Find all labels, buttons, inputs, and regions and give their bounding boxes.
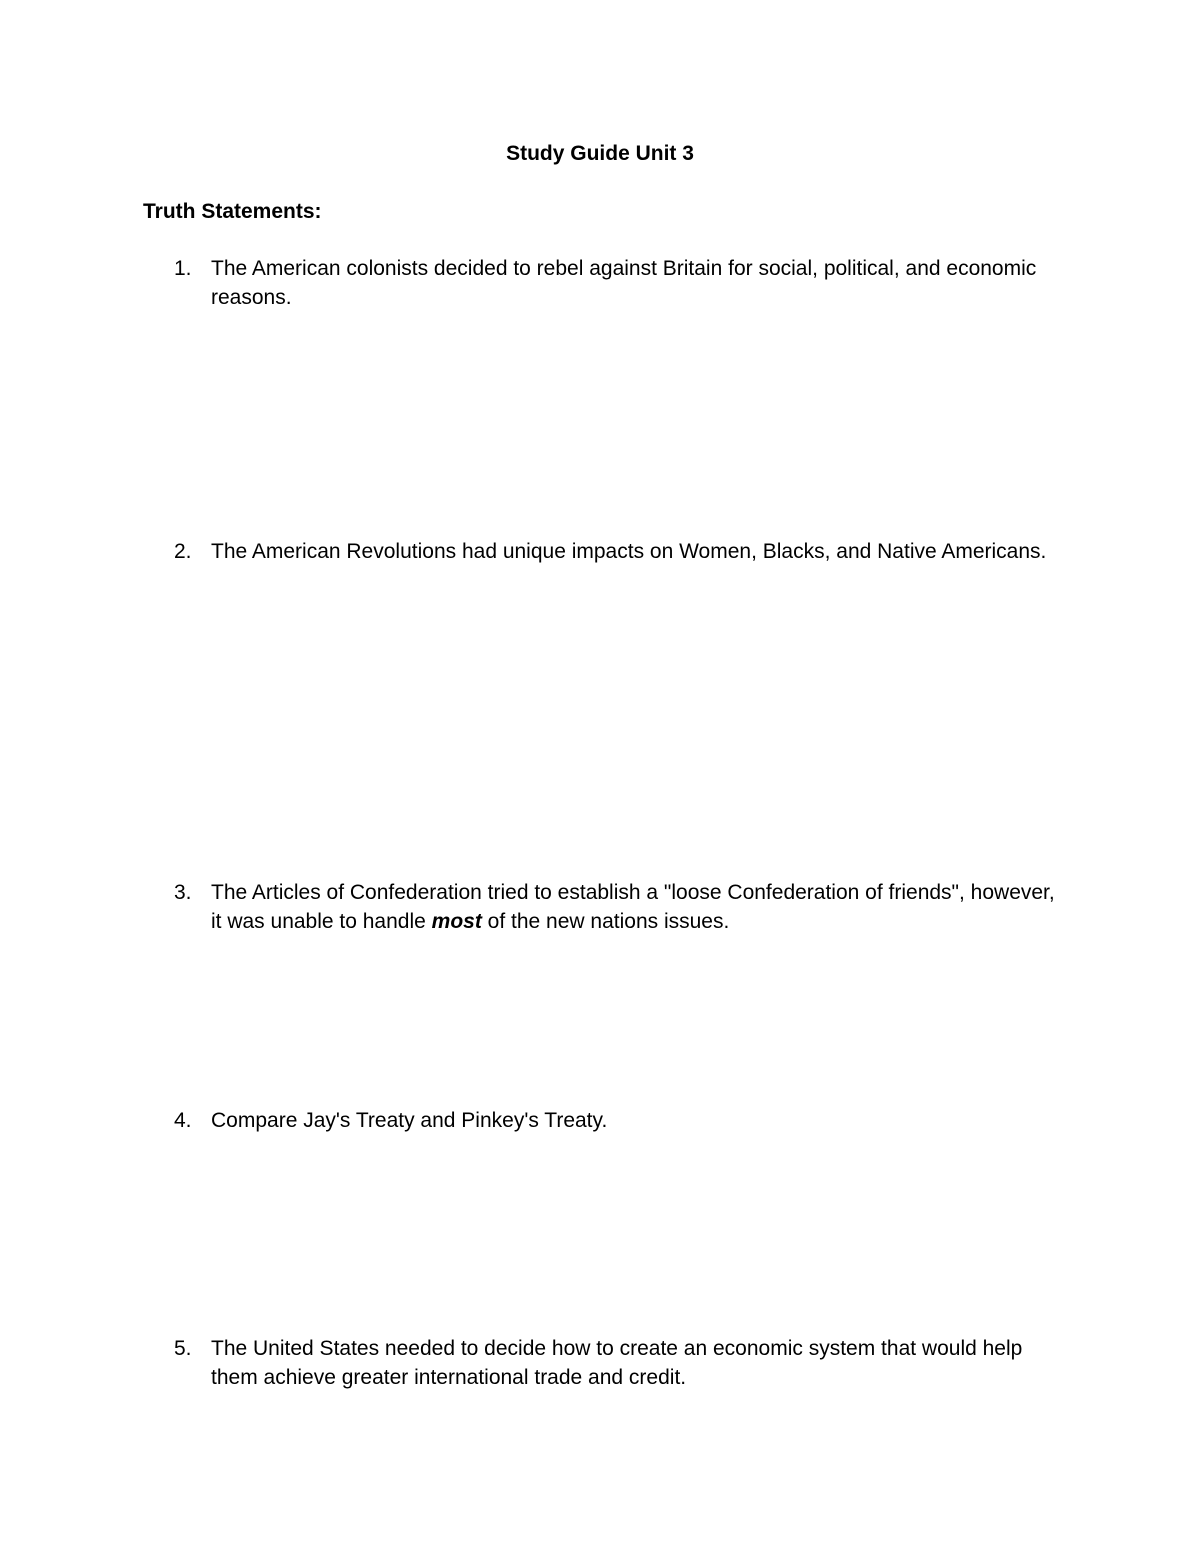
list-item bbox=[174, 538, 1074, 567]
item-text-before: The Articles of Confederation tried to establish a "loose Confederation of friends", however, it was unable to handle bbox=[211, 881, 1055, 933]
item-number: 2. bbox=[174, 540, 192, 563]
item-text-after: of the new nations issues. bbox=[481, 909, 730, 933]
list-item bbox=[174, 1335, 1074, 1392]
item-text: Compare Jay's Treaty and Pinkey's Treaty. bbox=[211, 1109, 608, 1132]
item-text bbox=[211, 879, 1071, 936]
list-item bbox=[174, 879, 1074, 936]
page-title: Study Guide Unit 3 bbox=[506, 142, 694, 165]
list-item bbox=[174, 1107, 1074, 1136]
item-number: 5. bbox=[174, 1337, 192, 1360]
item-text: The United States needed to decide how to create an economic system that would help them achieve greater international trade and credit. bbox=[211, 1337, 1023, 1389]
item-text: The American colonists decided to rebel against Britain for social, political, and economic reasons. bbox=[211, 257, 1037, 309]
item-number: 3. bbox=[174, 881, 192, 904]
item-text: The American Revolutions had unique impacts on Women, Blacks, and Native Americans. bbox=[211, 540, 1047, 563]
section-heading: Truth Statements: bbox=[143, 200, 322, 223]
item-number: 4. bbox=[174, 1109, 192, 1132]
item-text-emphasis: most bbox=[431, 909, 482, 933]
item-number: 1. bbox=[174, 257, 192, 280]
list-item bbox=[174, 255, 1074, 312]
